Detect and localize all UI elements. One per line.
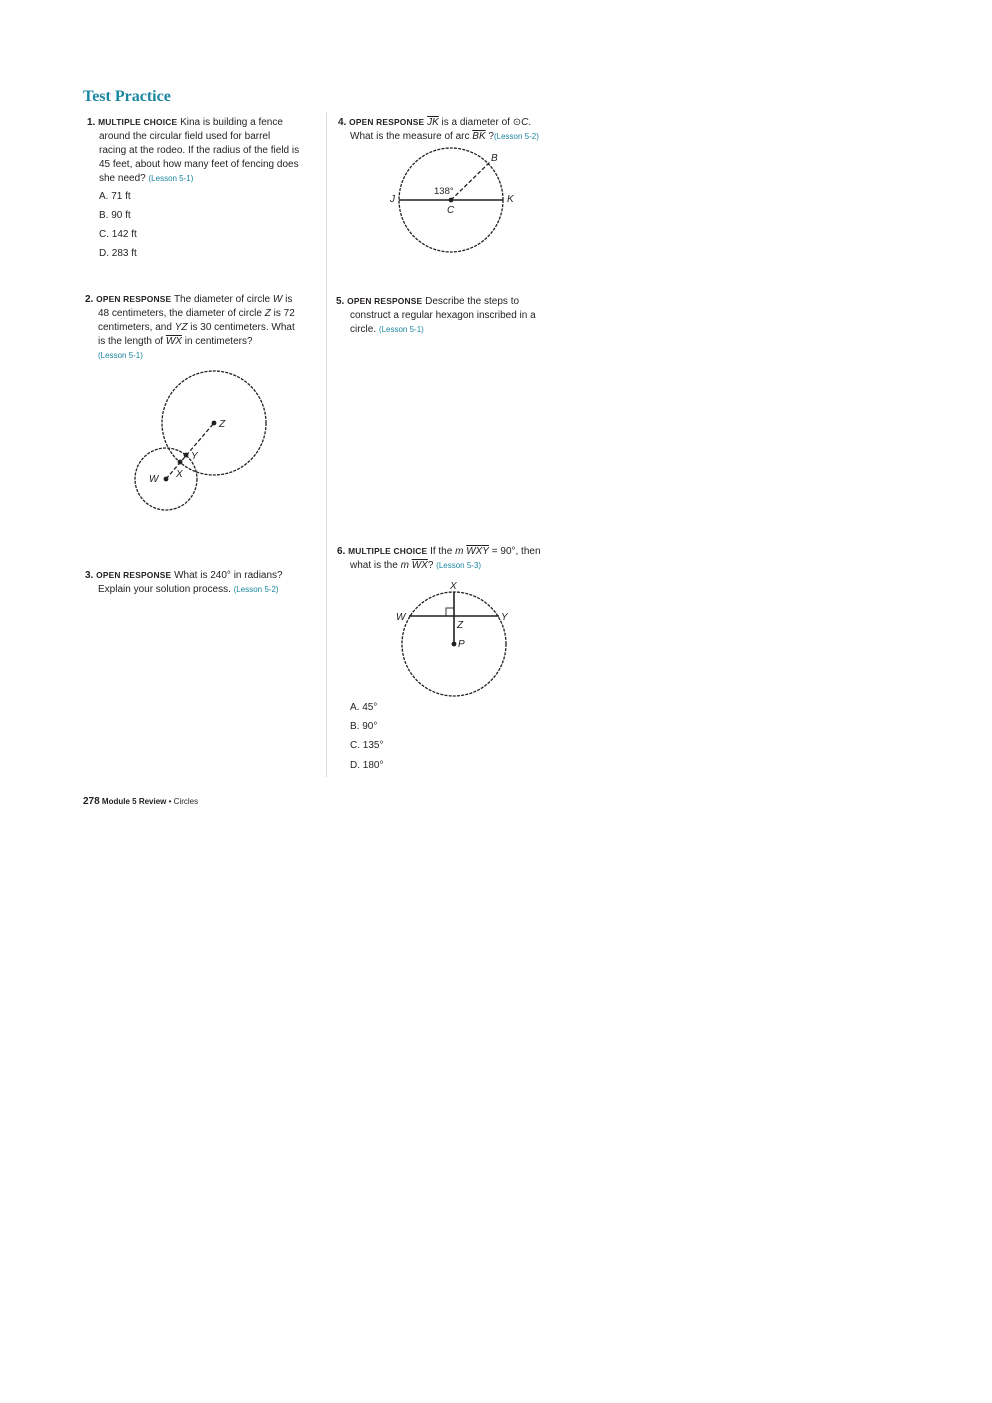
- label-w: W: [149, 474, 159, 485]
- segment: $\overline{JK}$: [427, 117, 439, 128]
- question-text: circle.: [350, 324, 377, 335]
- label-z: Z: [457, 620, 464, 631]
- question-text: is the length of: [98, 336, 166, 347]
- label-b: B: [491, 153, 498, 164]
- question-number: 4.: [338, 117, 347, 128]
- question-text: she need?: [99, 173, 146, 184]
- question-text: construct a regular hexagon inscribed in a: [350, 310, 536, 321]
- lesson-link[interactable]: (Lesson 5-2): [493, 132, 539, 141]
- label-z: Z: [219, 419, 226, 430]
- arc: $\overline{WXY}$: [466, 546, 489, 557]
- question-text: The diameter of circle: [173, 294, 273, 305]
- answer-choice-a[interactable]: A. 71 ft: [99, 191, 131, 202]
- answer-choice-d[interactable]: D. 283 ft: [99, 248, 137, 259]
- question-number: 2.: [85, 294, 94, 305]
- radius-cb: [451, 162, 490, 200]
- label-w: W: [396, 612, 406, 623]
- question-6: [337, 544, 587, 573]
- label-j: J: [390, 194, 395, 205]
- circle-c-figure: [385, 143, 525, 258]
- question-text: 45 feet, about how many feet of fencing does: [99, 159, 299, 170]
- circle-p-figure: [385, 576, 525, 701]
- variable: Z: [264, 308, 271, 319]
- question-text: in centimeters?: [181, 336, 253, 347]
- question-text: ?: [485, 131, 494, 142]
- answer-choice-d[interactable]: D. 180°: [350, 760, 384, 771]
- point-x: [178, 460, 183, 465]
- answer-choice-a[interactable]: A. 45°: [350, 702, 378, 713]
- question-number: 6.: [337, 546, 346, 557]
- question-text: centimeters, and: [98, 322, 175, 333]
- measure-symbol: m: [455, 546, 464, 557]
- answer-choice-c[interactable]: C. 135°: [350, 740, 384, 751]
- right-angle-mark: [446, 608, 454, 616]
- point-z: [212, 421, 217, 426]
- question-text: Kina is building a fence: [180, 117, 283, 128]
- column-divider: [326, 112, 327, 777]
- question-text: What is 240° in radians?: [174, 570, 283, 581]
- question-text: what is the: [350, 560, 401, 571]
- question-type: OPEN RESPONSE: [96, 570, 172, 580]
- question-text: is: [282, 294, 293, 305]
- question-type: OPEN RESPONSE: [347, 296, 423, 306]
- lesson-link[interactable]: (Lesson 5-1): [378, 325, 424, 334]
- question-5: [336, 294, 586, 337]
- question-text: If the: [430, 546, 456, 557]
- question-text: ?: [427, 560, 434, 571]
- question-3: [85, 568, 325, 597]
- question-text: = 90°, then: [488, 546, 541, 557]
- variable: W: [272, 294, 283, 305]
- topic-name: Circles: [173, 797, 199, 806]
- label-x: X: [450, 581, 457, 592]
- page-title: Test Practice: [83, 88, 171, 105]
- point-y: [184, 453, 189, 458]
- question-text: What is the measure of arc: [350, 131, 473, 142]
- question-type: MULTIPLE CHOICE: [348, 546, 428, 556]
- label-c: C: [447, 205, 455, 216]
- question-2: [85, 292, 325, 363]
- measure-symbol: m: [400, 560, 409, 571]
- question-text: is 72: [270, 308, 295, 319]
- question-type: OPEN RESPONSE: [96, 294, 172, 304]
- question-text: .: [528, 117, 532, 128]
- question-type: MULTIPLE CHOICE: [98, 117, 178, 127]
- question-text: around the circular field used for barrel: [99, 131, 271, 142]
- arc: $\overline{WX}$: [411, 560, 428, 571]
- question-number: 1.: [87, 117, 96, 128]
- label-k: K: [507, 194, 514, 205]
- label-y: Y: [191, 451, 198, 462]
- answer-choice-b[interactable]: B. 90 ft: [99, 210, 131, 221]
- variable: YZ: [174, 322, 188, 333]
- lesson-link[interactable]: (Lesson 5-2): [233, 585, 279, 594]
- question-number: 3.: [85, 570, 94, 581]
- segment: $\overline{WX}$: [165, 336, 182, 347]
- lesson-link[interactable]: (Lesson 5-1): [98, 351, 143, 360]
- label-x: X: [176, 469, 183, 480]
- two-circles-figure: [125, 362, 285, 522]
- angle-label: 138°: [434, 186, 454, 197]
- variable: C: [521, 117, 529, 128]
- point-p: [452, 642, 457, 647]
- lesson-link[interactable]: (Lesson 5-3): [436, 561, 482, 570]
- label-p: P: [458, 639, 465, 650]
- question-4: [338, 115, 588, 144]
- label-y: Y: [501, 612, 508, 623]
- answer-choice-c[interactable]: C. 142 ft: [99, 229, 137, 240]
- question-text: racing at the rodeo. If the radius of the field is: [99, 145, 300, 156]
- question-text: 48 centimeters, the diameter of circle: [98, 308, 265, 319]
- question-text: Describe the steps to: [425, 296, 520, 307]
- question-1: [87, 115, 327, 186]
- question-text: is a diameter of ⊙: [438, 117, 522, 128]
- question-text: Explain your solution process.: [98, 584, 231, 595]
- lesson-link[interactable]: (Lesson 5-1): [148, 174, 194, 183]
- center-segment: [166, 423, 214, 479]
- module-name: Module 5 Review: [101, 797, 167, 806]
- page-number: 278: [83, 796, 100, 807]
- question-type: OPEN RESPONSE: [349, 117, 425, 127]
- question-number: 5.: [336, 296, 345, 307]
- arc: $\overline{BK}$: [472, 131, 486, 142]
- answer-choice-b[interactable]: B. 90°: [350, 721, 378, 732]
- point-c: [449, 198, 454, 203]
- page-footer: [83, 796, 198, 807]
- question-text: is 30 centimeters. What: [187, 322, 295, 333]
- footer-bullet: •: [168, 797, 172, 806]
- point-w: [164, 477, 169, 482]
